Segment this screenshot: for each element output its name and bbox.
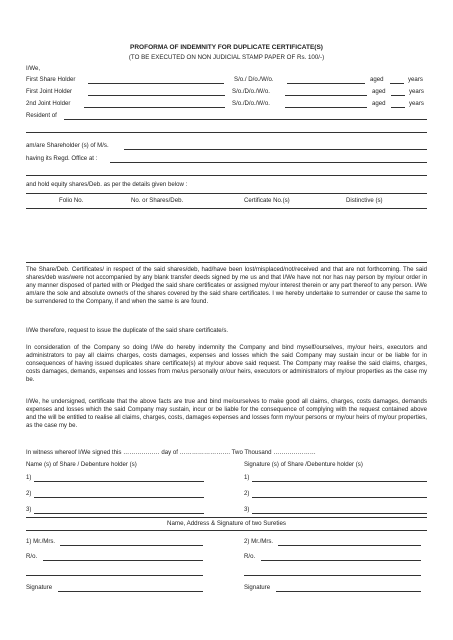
- regd-office-field[interactable]: [110, 155, 427, 163]
- first-holder-label: First Share Holder: [26, 76, 76, 83]
- holder-name-2-label: 2): [26, 490, 32, 497]
- surety-2-signature-label: Signature: [244, 584, 271, 591]
- surety-1-name-field[interactable]: [60, 538, 203, 546]
- holder-sig-1-field[interactable]: [252, 474, 427, 482]
- table-header-rule: [26, 208, 427, 209]
- table-header-shares: No. or Shares/Deb.: [131, 197, 184, 204]
- surety-2-address-line-2[interactable]: [244, 568, 421, 576]
- relation-label-1: S/o./ D/o./W/o.: [234, 76, 274, 83]
- holder-name-2-field[interactable]: [34, 490, 204, 498]
- resident-label: Resident of: [26, 112, 57, 119]
- table-entry-area[interactable]: [26, 210, 427, 260]
- sureties-heading: Name, Address & Signature of two Sureties: [167, 520, 286, 527]
- surety-1-signature-label: Signature: [26, 584, 53, 591]
- holder-name-3-field[interactable]: [34, 506, 204, 514]
- hold-equity-label: and hold equity shares/Deb. as per the details given below :: [26, 181, 188, 188]
- paragraph-consideration: In consideration of the Company so doing I/We do hereby indemnity the Company and bind myself/ourselves, my/our heirs, executors and administrators to pay all claims charges, costs damages, expenses and losses which the said Company may sustain incur or be liable for in consequences of having issued duplicates share certificate(s) at my/our above said request. The Company may realise the said claims, charges, costs damages, demands, expenses and losses from me/us personally or/our heirs, executors or administrators of my/our properties as the case my be.: [26, 344, 427, 384]
- surety-1-address-field[interactable]: [43, 553, 203, 561]
- surety-2-address-field[interactable]: [261, 553, 421, 561]
- paragraph-request-duplicate: I/We therefore, request to issue the duplicate of the said share certificate/s.: [26, 327, 229, 334]
- first-joint-label: First Joint Holder: [26, 88, 73, 95]
- first-joint-relation-field[interactable]: [285, 88, 367, 96]
- holder-name-3-label: 3): [26, 506, 32, 513]
- surety-1-signature-field[interactable]: [58, 584, 203, 592]
- years-label-2: years: [409, 88, 424, 95]
- table-bottom-rule: [26, 262, 427, 263]
- holder-signatures-label: Signature (s) of Share /Debenture holder (s): [244, 461, 363, 468]
- first-holder-relation-field[interactable]: [287, 76, 365, 84]
- table-top-rule: [26, 193, 427, 194]
- holder-sig-1-label: 1): [244, 474, 250, 481]
- relation-label-2: S/o./D/o./W/o.: [232, 88, 270, 95]
- company-name-field[interactable]: [124, 142, 427, 150]
- second-joint-label: 2nd Joint Holder: [26, 100, 71, 107]
- shareholder-label: am/are Shareholder (s) of M/s.: [26, 142, 109, 149]
- paragraph-lost-certificates: The Share/Deb. Certificates/ in respect of the said shares/deb, had/have been lost/misplaced/not/received and that are not forthcoming. The said shares/deb was/were not accompanied by any blank transfer deeds signed by me us and that I/We have not nor has nay person by my/our order in any manner disposed of parted with or Pledged the said share certificates or assigned my/our interest therein or any part thereof to any person. I/We am/are the sole and absolute owner/s of the shares covered by the said share certificates. I we hereby undertake to surrender or cause the same to be surrendered to the Company, if and when the same is are found.: [26, 266, 427, 306]
- years-label-1: years: [408, 76, 423, 83]
- surety-1-address-line-2[interactable]: [26, 568, 203, 576]
- surety-1-name-label: 1) Mr./Mrs.: [26, 538, 56, 545]
- regd-office-label: having its Regd. Office at :: [26, 155, 98, 162]
- resident-address-field[interactable]: [64, 112, 427, 120]
- second-joint-name-field[interactable]: [84, 100, 225, 108]
- surety-2-address-label: R/o.: [244, 553, 256, 560]
- surety-1-address-label: R/o.: [26, 553, 38, 560]
- form-title: PROFORMA OF INDEMNITY FOR DUPLICATE CERTIFICATE(S): [130, 44, 323, 51]
- sureties-top-rule: [26, 517, 427, 518]
- witness-line: In witness whereof I/We signed this ……………… day of ……………………. Two Thousand …………………: [26, 449, 316, 456]
- surety-2-name-label: 2) Mr./Mrs.: [244, 538, 274, 545]
- regd-office-line-2[interactable]: [26, 168, 427, 176]
- iwe-label: I/We,: [26, 65, 41, 72]
- holder-name-1-field[interactable]: [34, 474, 204, 482]
- aged-label-1: aged: [370, 76, 384, 83]
- first-holder-name-field[interactable]: [88, 76, 224, 84]
- sureties-bottom-rule: [26, 530, 427, 531]
- holder-sig-3-field[interactable]: [252, 506, 427, 514]
- holder-names-label: Name (s) of Share / Debenture holder (s): [26, 461, 137, 468]
- aged-label-3: aged: [372, 100, 386, 107]
- aged-label-2: aged: [372, 88, 386, 95]
- relation-label-3: S/o./D/o./W/o.: [232, 100, 270, 107]
- table-header-folio: Folio No.: [59, 197, 84, 204]
- resident-address-line-2[interactable]: [26, 125, 427, 133]
- table-header-certificate: Certificate No.(s): [244, 197, 290, 204]
- second-joint-relation-field[interactable]: [285, 100, 367, 108]
- paragraph-certification: I/We, he undersigned, certificate that the above facts are true and bind me/ourselves to make good all claims, charges, costs damages, demands expenses and losses which the said Company may sustain, incur or be liable for the consequence of complying with the request contained above and the will be entitled to realise all claims, charges, costs, damages expenses and losses form my/our persons or my/our heirs of my/our properties, as the case my be.: [26, 398, 427, 430]
- holder-sig-2-field[interactable]: [252, 490, 427, 498]
- first-joint-age-field[interactable]: [391, 88, 405, 96]
- second-joint-age-field[interactable]: [391, 100, 405, 108]
- surety-2-name-field[interactable]: [278, 538, 421, 546]
- holder-sig-2-label: 2): [244, 490, 250, 497]
- first-joint-name-field[interactable]: [88, 88, 225, 96]
- holder-sig-3-label: 3): [244, 506, 250, 513]
- years-label-3: years: [409, 100, 424, 107]
- holder-name-1-label: 1): [26, 474, 32, 481]
- surety-2-signature-field[interactable]: [276, 584, 421, 592]
- first-holder-age-field[interactable]: [390, 76, 404, 84]
- table-header-distinctive: Distinctive (s): [346, 197, 383, 204]
- form-subtitle: (TO BE EXECUTED ON NON JUDICIAL STAMP PAPER OF Rs. 100/-): [128, 54, 325, 61]
